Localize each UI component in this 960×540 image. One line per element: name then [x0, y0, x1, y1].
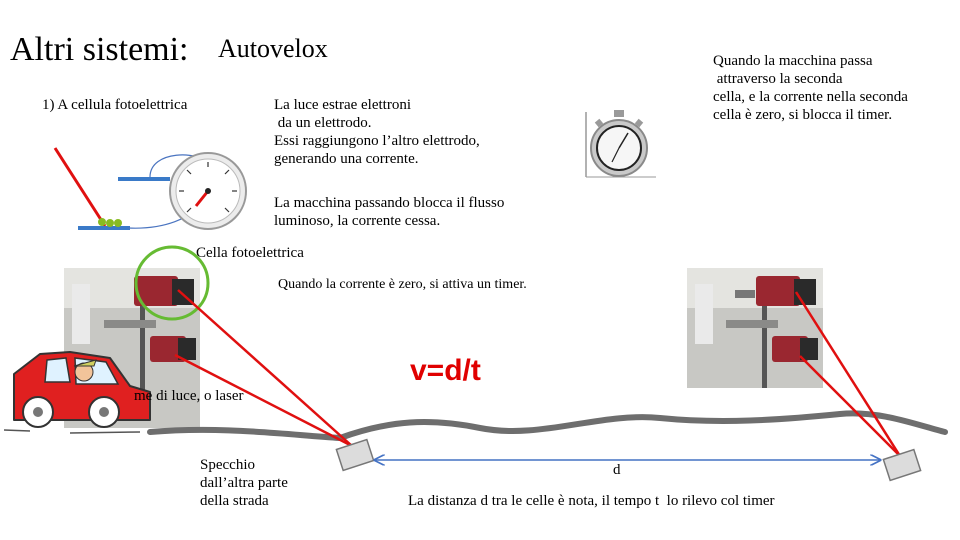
car-blocks-beam-text: La macchina passando blocca il flusso luminoso, la corrente cessa. [274, 195, 505, 229]
timer-start-text: Quando la corrente è zero, si attiva un timer. [278, 277, 527, 292]
mirror-icon [336, 440, 373, 471]
bottom-electrode [78, 226, 130, 230]
timer-stop-text: Quando la macchina passa attraverso la seconda cella, e la corrente nella seconda cella è zero, si blocca il timer. [713, 53, 908, 123]
top-electrode [118, 177, 170, 181]
distance-explanation: La distanza d tra le celle è nota, il tempo t lo rilevo col timer [408, 493, 775, 509]
section-label: 1) A cellula fotoelettrica [42, 97, 188, 113]
photoelectric-explanation: La luce estrae elettroni da un elettrodo. Essi raggiungono l’altro elettrodo, generando una corrente. [274, 97, 480, 167]
mirror-icon [883, 450, 920, 481]
road [150, 413, 945, 438]
gauge-icon [170, 153, 246, 229]
beam-label: me di luce, o laser [134, 388, 244, 404]
light-ray [55, 148, 105, 226]
speed-camera-icon [687, 268, 823, 388]
mirror-label: Specchio dall’altra parte della strada [200, 457, 288, 509]
speed-formula: v=d/t [410, 354, 481, 387]
distance-label: d [613, 462, 621, 478]
cell-label: Cella fotoelettrica [196, 245, 304, 261]
slide-subtitle: Autovelox [218, 34, 328, 63]
stopwatch-icon [586, 110, 656, 177]
slide-title: Altri sistemi: [10, 31, 189, 68]
